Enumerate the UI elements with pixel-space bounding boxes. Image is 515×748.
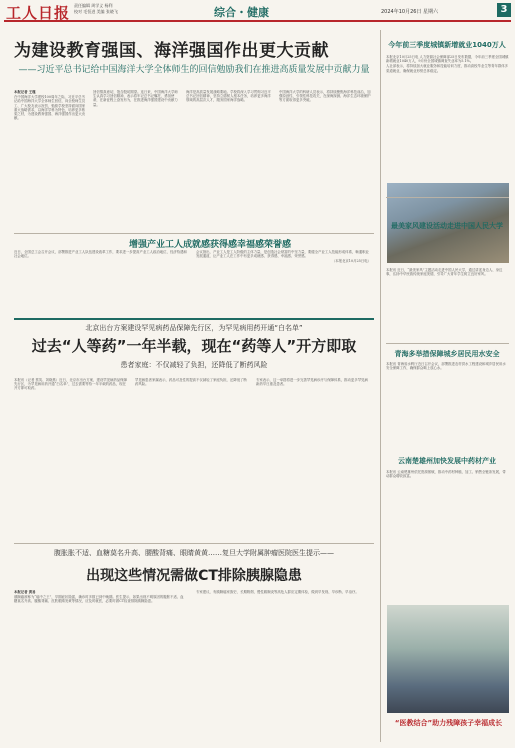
mid-paragraph: 会议指出，产业工人是工人阶级的主体力量，是创造社会财富的中坚力量，要健全产业工人技能形成体系，畅通职业发展通道，让产业工人在工作中有更多成就感、获得感、幸福感、荣誉感。 xyxy=(196,250,369,259)
story3-col-2 xyxy=(196,590,371,740)
story3-paragraph: 胰腺癌被称为“癌中之王”，早期症状隐匿，确诊时多数已到中晚期。医生提示，如果出现不明原因的腹胀不适、血糖莫名升高、腰酸背痛、皮肤眼睛发黄等情况，应及时就医，必要时做CT检查排除胰腺隐患。 xyxy=(14,595,184,604)
right-headline-4: 云南楚雄州加快发展中药材产业 xyxy=(398,457,496,465)
divider xyxy=(386,343,509,344)
story3-col-1 xyxy=(14,590,184,740)
story2-paragraph: 本报讯（记者 蔡英、刘晓燕）近日，北京市出台方案，建设罕见病药品保障先行区，为罕见病用药开通“白名单”，过去需要等待一年半载的药品，现在开方即可取药。 xyxy=(14,378,127,391)
editor-line: 责任编辑 周学义 杨利 xyxy=(74,3,113,8)
lead-col-2 xyxy=(93,90,181,230)
mid-paragraph: 近日，全国总工会召开会议，部署推进产业工人队伍建设改革工作，要求进一步提高产业工人政治地位、经济待遇和社会地位。 xyxy=(14,250,187,259)
story2-col-3 xyxy=(256,378,371,538)
right-story-3 xyxy=(386,362,509,402)
newspaper-logo: 工人日报 xyxy=(6,4,71,22)
news-photo-2 xyxy=(387,605,509,713)
proof-line: 校对 毛恒进 美编 张晓飞 xyxy=(74,9,118,14)
column-divider xyxy=(380,30,381,742)
lead-headline: 为建设教育强国、海洋强国作出更大贡献 xyxy=(14,41,329,61)
mid-note: （本报北京10月25日电） xyxy=(331,259,371,264)
right-story-1 xyxy=(386,55,509,190)
story2-kicker: 北京出台方案建设罕见病药品保障先行区，为罕见病用药开通“白名单” xyxy=(85,324,303,332)
lead-byline: 本报记者 王瑾 xyxy=(14,90,36,94)
mid-col-2 xyxy=(196,250,371,310)
lead-col-1 xyxy=(14,90,88,230)
lead-paragraph: 海洋是高质量发展战略要地。学校将深入学习贯彻习近平总书记回信精神，坚持立德树人根本任务，培养更多海洋领域的高层次人才，服务国家海洋战略。 xyxy=(186,90,271,103)
photo-caption: “医教结合”助力残障孩子幸福成长 xyxy=(394,719,503,727)
right-headline-2: 最美家风建设活动走进中国人民大学 xyxy=(391,222,503,230)
mid-col-1 xyxy=(14,250,189,310)
story2-col-1 xyxy=(14,378,129,538)
story2-col-2 xyxy=(135,378,250,538)
lead-paragraph: 回信情真意切，饱含殷切期望。连日来，中国海洋大学师生认真学习回信精神，表示将牢记总书记嘱托，勇担使命，在新征程上奋发有为，在推进海洋强国建设中贡献力量。 xyxy=(93,90,178,107)
lead-paragraph: 中国海洋大学的科研人员表示，将持续聚焦海洋科技前沿，加强原创性、引领性科技攻关，在深海探测、海洋生态环境保护等方面取得更多突破。 xyxy=(279,90,371,103)
right-story-4 xyxy=(386,470,509,600)
right-story-2 xyxy=(386,268,509,343)
divider xyxy=(14,233,374,234)
right-paragraph: 本报讯 青海省水利厅近日召开会议，部署推进农村供水工程建设和城乡居民用水安全保障工作，确保群众喝上放心水。 xyxy=(386,362,506,371)
story3-headline: 出现这些情况需做CT排除胰腺隐患 xyxy=(86,568,302,584)
issue-date: 2024年10月26日 星期六 xyxy=(381,9,439,15)
mid-headline: 增强产业工人成就感获得感幸福感荣誉感 xyxy=(128,240,291,250)
lead-paragraph: 在中国海洋大学建校100周年之际，习近平总书记给中国海洋大学全体师生回信，向全校师生员工、广大校友表示祝贺，勉励学校坚持面向国家重大战略需求，以海洋学科为特色，培养更多栋梁之材，为建设教育强国、海洋强国作出更大贡献。 xyxy=(14,95,86,121)
lead-col-3 xyxy=(186,90,274,230)
story3-paragraph: 专家建议，有胰腺癌家族史、长期吸烟、慢性胰腺炎等高危人群应定期体检，做到早发现、早诊断、早治疗。 xyxy=(196,590,359,594)
section-title: 综合・健康 xyxy=(214,6,269,19)
story3-byline: 本报记者 黄易 xyxy=(14,590,36,594)
divider xyxy=(14,543,374,544)
right-paragraph: 本报北京10月25日电 人力资源社会保障部25日发布数据，今年前三季度全国城镇新增就业1040万人，9月份全国城镇调查失业率为5.1%。 xyxy=(386,55,509,64)
right-headline-1: 今年前三季度城镇新增就业1040万人 xyxy=(388,41,506,49)
divider xyxy=(14,318,374,320)
lead-subtitle: ——习近平总书记给中国海洋大学全体师生的回信勉励我们在推进高质量发展中贡献力量 xyxy=(18,65,370,75)
right-paragraph: 本报讯 云南楚雄州依托资源禀赋，推动中药材种植、加工、销售全链条发展，带动群众增收致富。 xyxy=(386,470,506,479)
story2-headline: 过去“人等药”一年半载，现在“药等人”开方即取 xyxy=(31,337,357,355)
story2-paragraph: 专家表示，这一举措将进一步完善罕见病诊疗与保障体系，推动更多罕见病新药早日惠及患者。 xyxy=(256,378,368,387)
lead-col-4 xyxy=(279,90,371,230)
divider xyxy=(386,197,509,198)
story2-paragraph: 罕见病患者家属表示，药品可及性的提高不仅减轻了家庭负担，还降低了断药风险。 xyxy=(135,378,247,387)
story3-kicker: 腹胀胀不适、血糖莫名升高、腰酸背痛、眼睛黄黄……复旦大学附属肿瘤医院医生提示—— xyxy=(54,549,334,557)
page-number: 3 xyxy=(497,3,511,17)
story2-subtitle: 患者家庭：不仅减轻了负担，还降低了断药风险 xyxy=(120,361,268,369)
right-headline-3: 青海多举措保障城乡居民用水安全 xyxy=(394,350,500,358)
right-paragraph: 人社部表示，将持续加大就业服务和技能培训力度，推动高校毕业生等青年群体多渠道就业，确保就业形势总体稳定。 xyxy=(386,64,509,73)
right-paragraph: 本报讯 近日，“最美家风”主题活动走进中国人民大学，通过讲述身边人、身边事，弘扬中华民族传统家庭美德，引导广大青年学生树立良好家风。 xyxy=(386,268,503,277)
